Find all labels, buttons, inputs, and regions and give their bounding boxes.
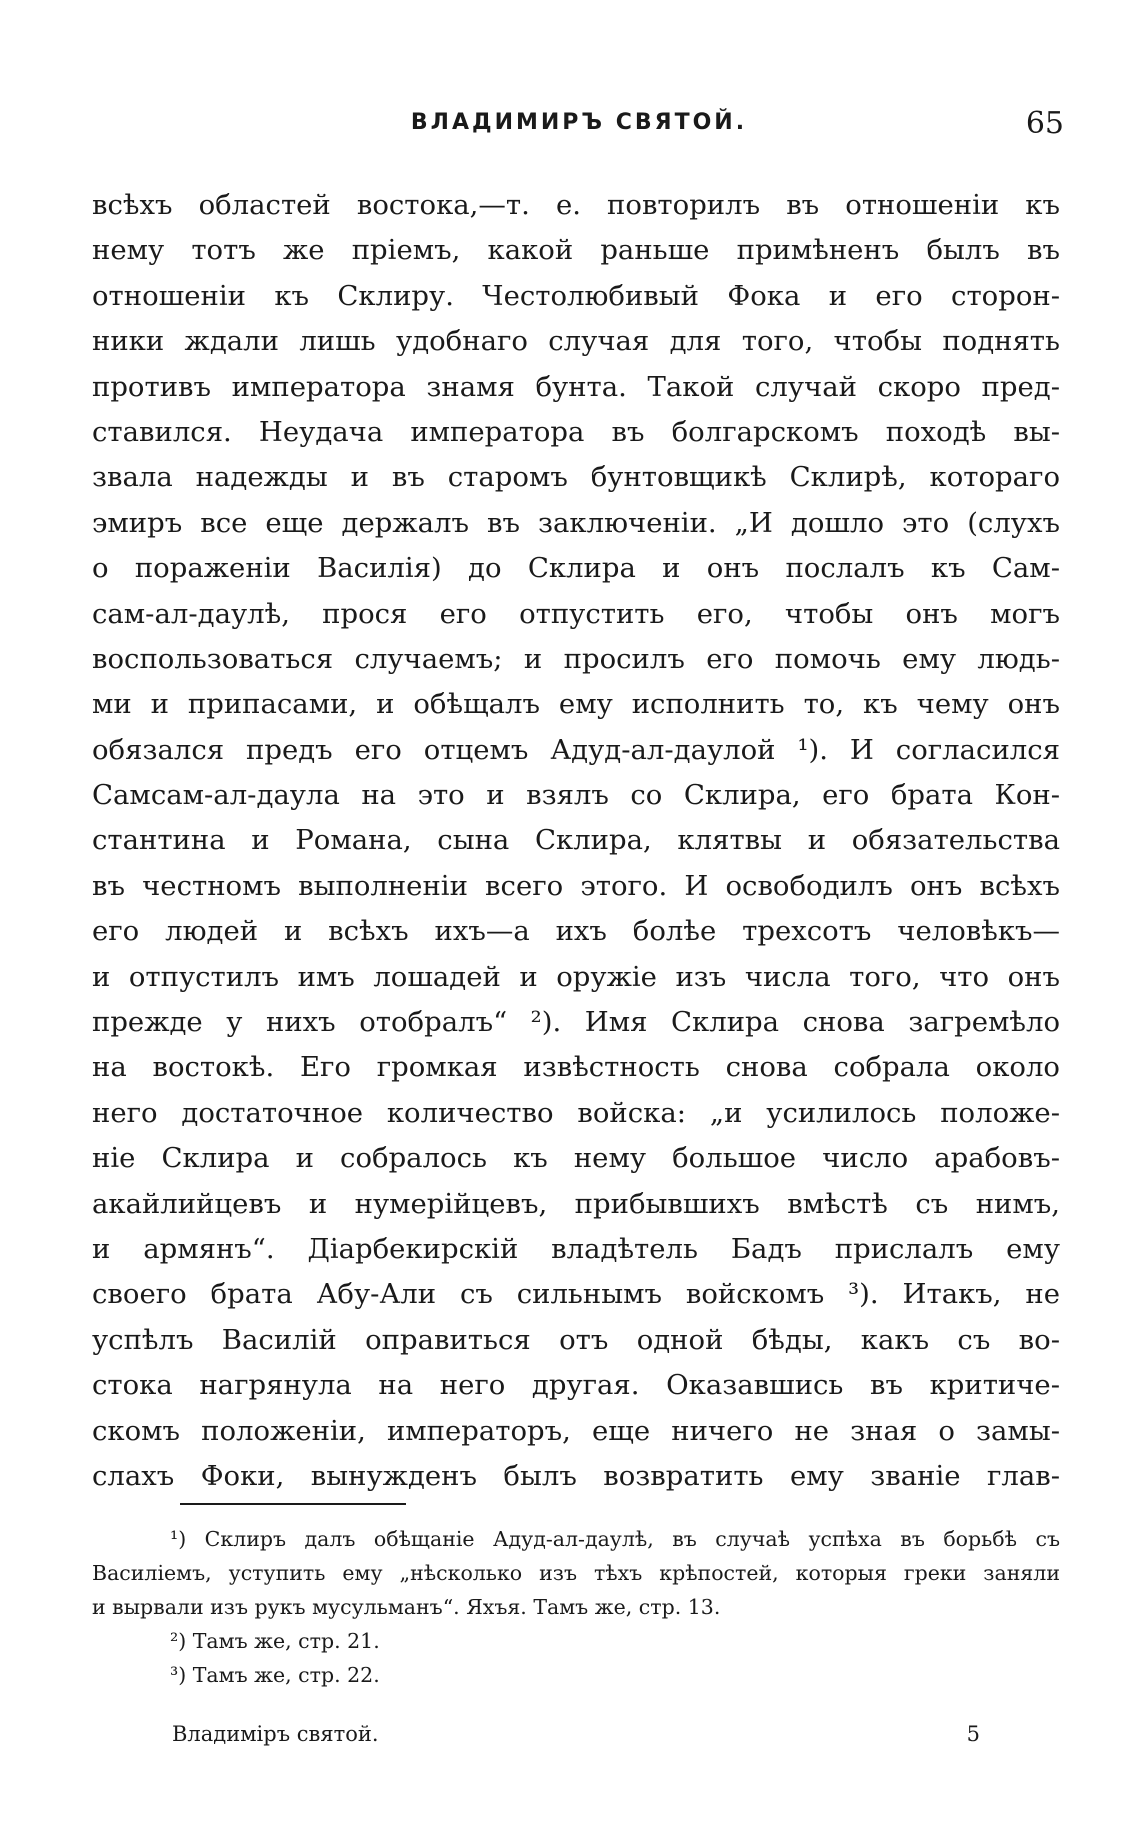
text-line: своего брата Абу-Али съ сильнымъ войскомъ ³). Итакъ, не <box>92 1278 1060 1311</box>
running-title: ВЛАДИМИРЪ СВЯТОЙ. <box>410 110 748 135</box>
text-line: звала надежды и въ старомъ бунтовщикѣ Склирѣ, котораго <box>92 461 1060 494</box>
text-line: его людей и всѣхъ ихъ—а ихъ болѣе трехсотъ человѣкъ— <box>92 915 1060 948</box>
body-text <box>92 183 1060 1499</box>
text-line: на востокѣ. Его громкая извѣстность снова собрала около <box>92 1051 1060 1084</box>
printer-signature <box>172 1722 980 1756</box>
text-line: ніе Склира и собралось къ нему большое число арабовъ- <box>92 1142 1060 1175</box>
text-line: стока нагрянула на него другая. Оказавшись въ критиче- <box>92 1369 1060 1402</box>
text-line: воспользоваться случаемъ; и просилъ его помочь ему людь- <box>92 642 1060 675</box>
footnote-1-line: ¹) Склиръ далъ обѣщаніе Адуд-ал-даулѣ, въ случаѣ успѣха въ борьбѣ съ <box>170 1527 1060 1551</box>
text-line: отношеніи къ Склиру. Честолюбивый Фока и его сторон- <box>92 279 1060 312</box>
footnote-1-line: Василіемъ, уступить ему „нѣсколько изъ тѣхъ крѣпостей, которыя греки заняли <box>92 1561 1060 1585</box>
footnote-2: ²) Тамъ же, стр. 21. <box>170 1629 380 1653</box>
text-line: въ честномъ выполненіи всего этого. И освободилъ онъ всѣхъ <box>92 869 1060 902</box>
footnote-1-line: и вырвали изъ рукъ мусульманъ“. Яхъя. Тамъ же, стр. 13. <box>92 1595 721 1619</box>
text-line: скомъ положеніи, императоръ, еще ничего не зная о замы- <box>92 1414 1060 1447</box>
text-line: ми и припасами, и обѣщалъ ему исполнить то, къ чему онъ <box>92 688 1060 721</box>
footnote-3: ³) Тамъ же, стр. 22. <box>170 1663 380 1687</box>
footnotes <box>92 1522 1060 1692</box>
signature-sheet-number: 5 <box>966 1722 980 1746</box>
text-line: сам-ал-даулѣ, прося его отпустить его, чтобы онъ могъ <box>92 597 1060 630</box>
text-line: него достаточное количество войска: „и усилилось положе- <box>92 1096 1060 1129</box>
footnote-divider <box>180 1503 406 1505</box>
text-line: всѣхъ областей востока,—т. е. повторилъ въ отношеніи къ <box>92 189 1060 221</box>
text-line: нему тотъ же пріемъ, какой раньше примѣненъ былъ въ <box>92 234 1060 267</box>
text-line: обязался предъ его отцемъ Адуд-ал-даулой ¹). И согласился <box>92 733 1060 766</box>
text-line: стантина и Романа, сына Склира, клятвы и обязательства <box>92 824 1060 857</box>
signature-title: Владиміръ святой. <box>172 1722 379 1746</box>
page-number: 65 <box>1025 106 1064 141</box>
text-line: слахъ Фоки, вынужденъ былъ возвратить ему званіе глав- <box>92 1459 1060 1492</box>
running-head <box>94 106 1064 146</box>
text-line: эмиръ все еще держалъ въ заключеніи. „И дошло это (слухъ <box>92 506 1060 539</box>
text-line: и армянъ“. Діарбекирскій владѣтель Бадъ прислалъ ему <box>92 1232 1060 1265</box>
text-line: противъ императора знамя бунта. Такой случай скоро пред- <box>92 370 1060 403</box>
text-line: ставился. Неудача императора въ болгарскомъ походѣ вы- <box>92 415 1060 448</box>
text-line: успѣлъ Василій оправиться отъ одной бѣды, какъ съ во- <box>92 1323 1060 1356</box>
text-line: ники ждали лишь удобнаго случая для того, чтобы поднять <box>92 325 1060 358</box>
text-line: прежде у нихъ отобралъ“ ²). Имя Склира снова загремѣло <box>92 1006 1060 1039</box>
text-line: о пораженіи Василія) до Склира и онъ послалъ къ Сам- <box>92 552 1060 585</box>
text-line: и отпустилъ имъ лошадей и оружіе изъ числа того, что онъ <box>92 960 1060 993</box>
text-line: Самсам-ал-даула на это и взялъ со Склира, его брата Кон- <box>92 779 1060 812</box>
text-line: акайлийцевъ и нумерійцевъ, прибывшихъ вмѣстѣ съ нимъ, <box>92 1187 1060 1220</box>
